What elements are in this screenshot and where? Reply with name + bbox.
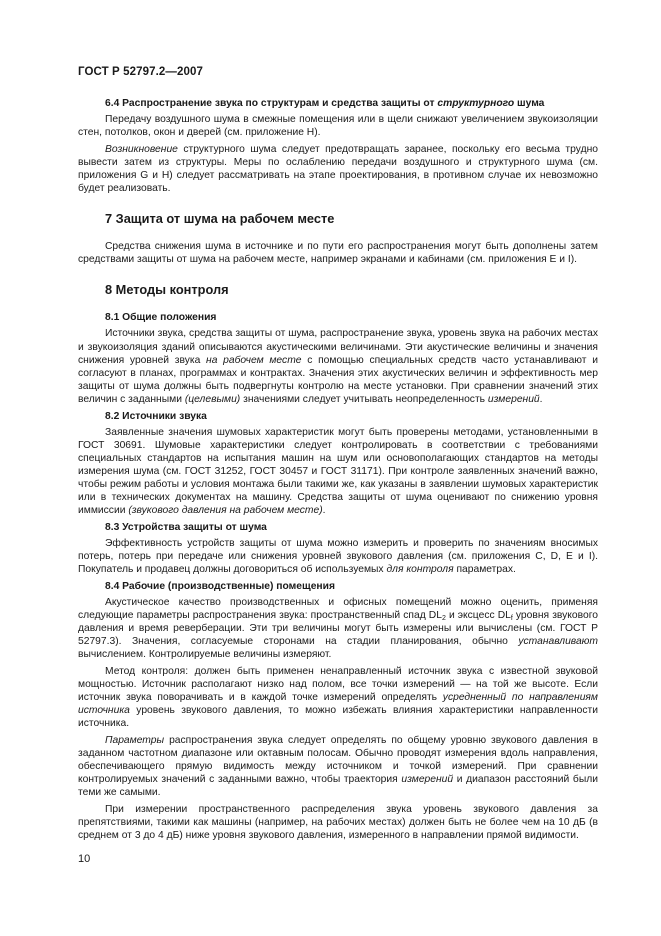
paragraph: Средства снижения шума в источнике и по пути его распространения могут быть дополнены затем средствами защиты от шума на рабочем месте, например экранами и кабинами (см. приложения Е и I). <box>78 241 598 266</box>
paragraph: Возникновение структурного шума следует предотвращать заранее, поскольку его весьма трудно вывести затем из структуры. Меры по ослаблению передачи воздушного и структурного шума (см. приложения G и Н) следует рассматривать на этапе проектирования, в противном случае их невозможно будет реализовать. <box>78 143 598 195</box>
paragraph: Акустическое качество производственных и офисных помещений можно оценить, применяя следующие параметры распространения звука: пространственный спад $DL_2$ и эксцесс $DL_f$ уровня звукового давления и время реверберации. Эти три величины могут быть измерены или вычислены (см. ГОСТ Р 52797.3). Значения, согласуемые сторонами на стадии планирования, обычно устанавливают вычислением. Контролируемые величины измеряют. <box>78 596 598 661</box>
section-8-2-heading: 8.2 Источники звука <box>105 410 207 422</box>
paragraph: Заявленные значения шумовых характеристик могут быть проверены методами, установленными в ГОСТ 30691. Шумовые характеристики следует контролировать в соответствии с требованиями специальных стандартов на испытания машин на шум или основополагающих стандартов на методы измерения шума (см. ГОСТ 31252, ГОСТ 30457 и ГОСТ 31171). При контроле заявленных значений важно, чтобы режим работы и условия монтажа были такими же, как указаны в заявлении шумовых характеристик или в технических документах на машину. Средства защиты от шума оценивают по снижению уровня иммиссии (звукового давления на рабочем месте). <box>78 426 598 517</box>
section-6-4-heading: 6.4 Распространение звука по структурам и средства защиты от структурного шума <box>105 98 545 109</box>
paragraph: Параметры распространения звука следует определять по общему уровню звукового давления в заданном частотном диапазоне или октавным полосам. Обычно проводят измерения вдоль направления, обеспечивающего прямую видимость между источником и точкой измерений. При сравнении контролируемых значений с заданными важно, чтобы траектория измерений и диапазон расстояний были теми же самыми. <box>78 734 598 799</box>
section-8-1-heading: 8.1 Общие положения <box>105 312 217 324</box>
paragraph: Источники звука, средства защиты от шума, распространение звука, уровень звука на рабочих местах и звукоизоляция зданий описываются акустическими величинами. Эти акустические величины и значения снижения уровней звука на рабочем месте с помощью специальных средств часто устанавливают и согласуют в планах, программах и контрактах. Значения этих акустических величин и эффективность мер защиты от шума должны быть подвергнуты контролю на месте установки. При сравнении значений этих величин с заданными (целевыми) значениями следует учитывать неопределенность измерений. <box>78 328 598 405</box>
section-7-heading: 7 Защита от шума на рабочем месте <box>105 211 335 227</box>
page-number: 10 <box>78 853 91 865</box>
section-8-3-heading: 8.3 Устройства защиты от шума <box>105 521 267 533</box>
paragraph: При измерении пространственного распределения звука уровень звукового давления за препятствиями, такими как машины (например, на рабочих местах) должен быть не более чем на 10 дБ (в среднем от 3 до 4 дБ) ниже уровня звукового давления, измеренного в направлении прямой видимости. <box>78 803 598 841</box>
paragraph: Передачу воздушного шума в смежные помещения или в щели снижают увеличением звукоизоляции стен, потолков, окон и дверей (см. приложение Н). <box>78 114 598 139</box>
paragraph: Эффективность устройств защиты от шума можно измерить и проверить по значениям вносимых потерь, потерь при передаче или снижения уровней звукового давления (см. приложения С, D, Е и I). Покупатель и продавец должны договориться об используемых для контроля параметрах. <box>78 537 598 576</box>
section-8-heading: 8 Методы контроля <box>105 282 229 298</box>
document-body <box>78 97 598 845</box>
paragraph: Метод контроля: должен быть применен ненаправленный источник звука с известной звуковой мощностью. Источник располагают низко над полом, все точки измерений — на той же высоте. Если источник звука поворачивать и в каждой точке измерений определять усредненный по направлениям источника уровень звукового давления, то можно избежать влияния характеристики направленности источника. <box>78 665 598 730</box>
section-8-4-heading: 8.4 Рабочие (производственные) помещения <box>105 580 335 592</box>
document-header: ГОСТ Р 52797.2—2007 <box>78 66 203 78</box>
